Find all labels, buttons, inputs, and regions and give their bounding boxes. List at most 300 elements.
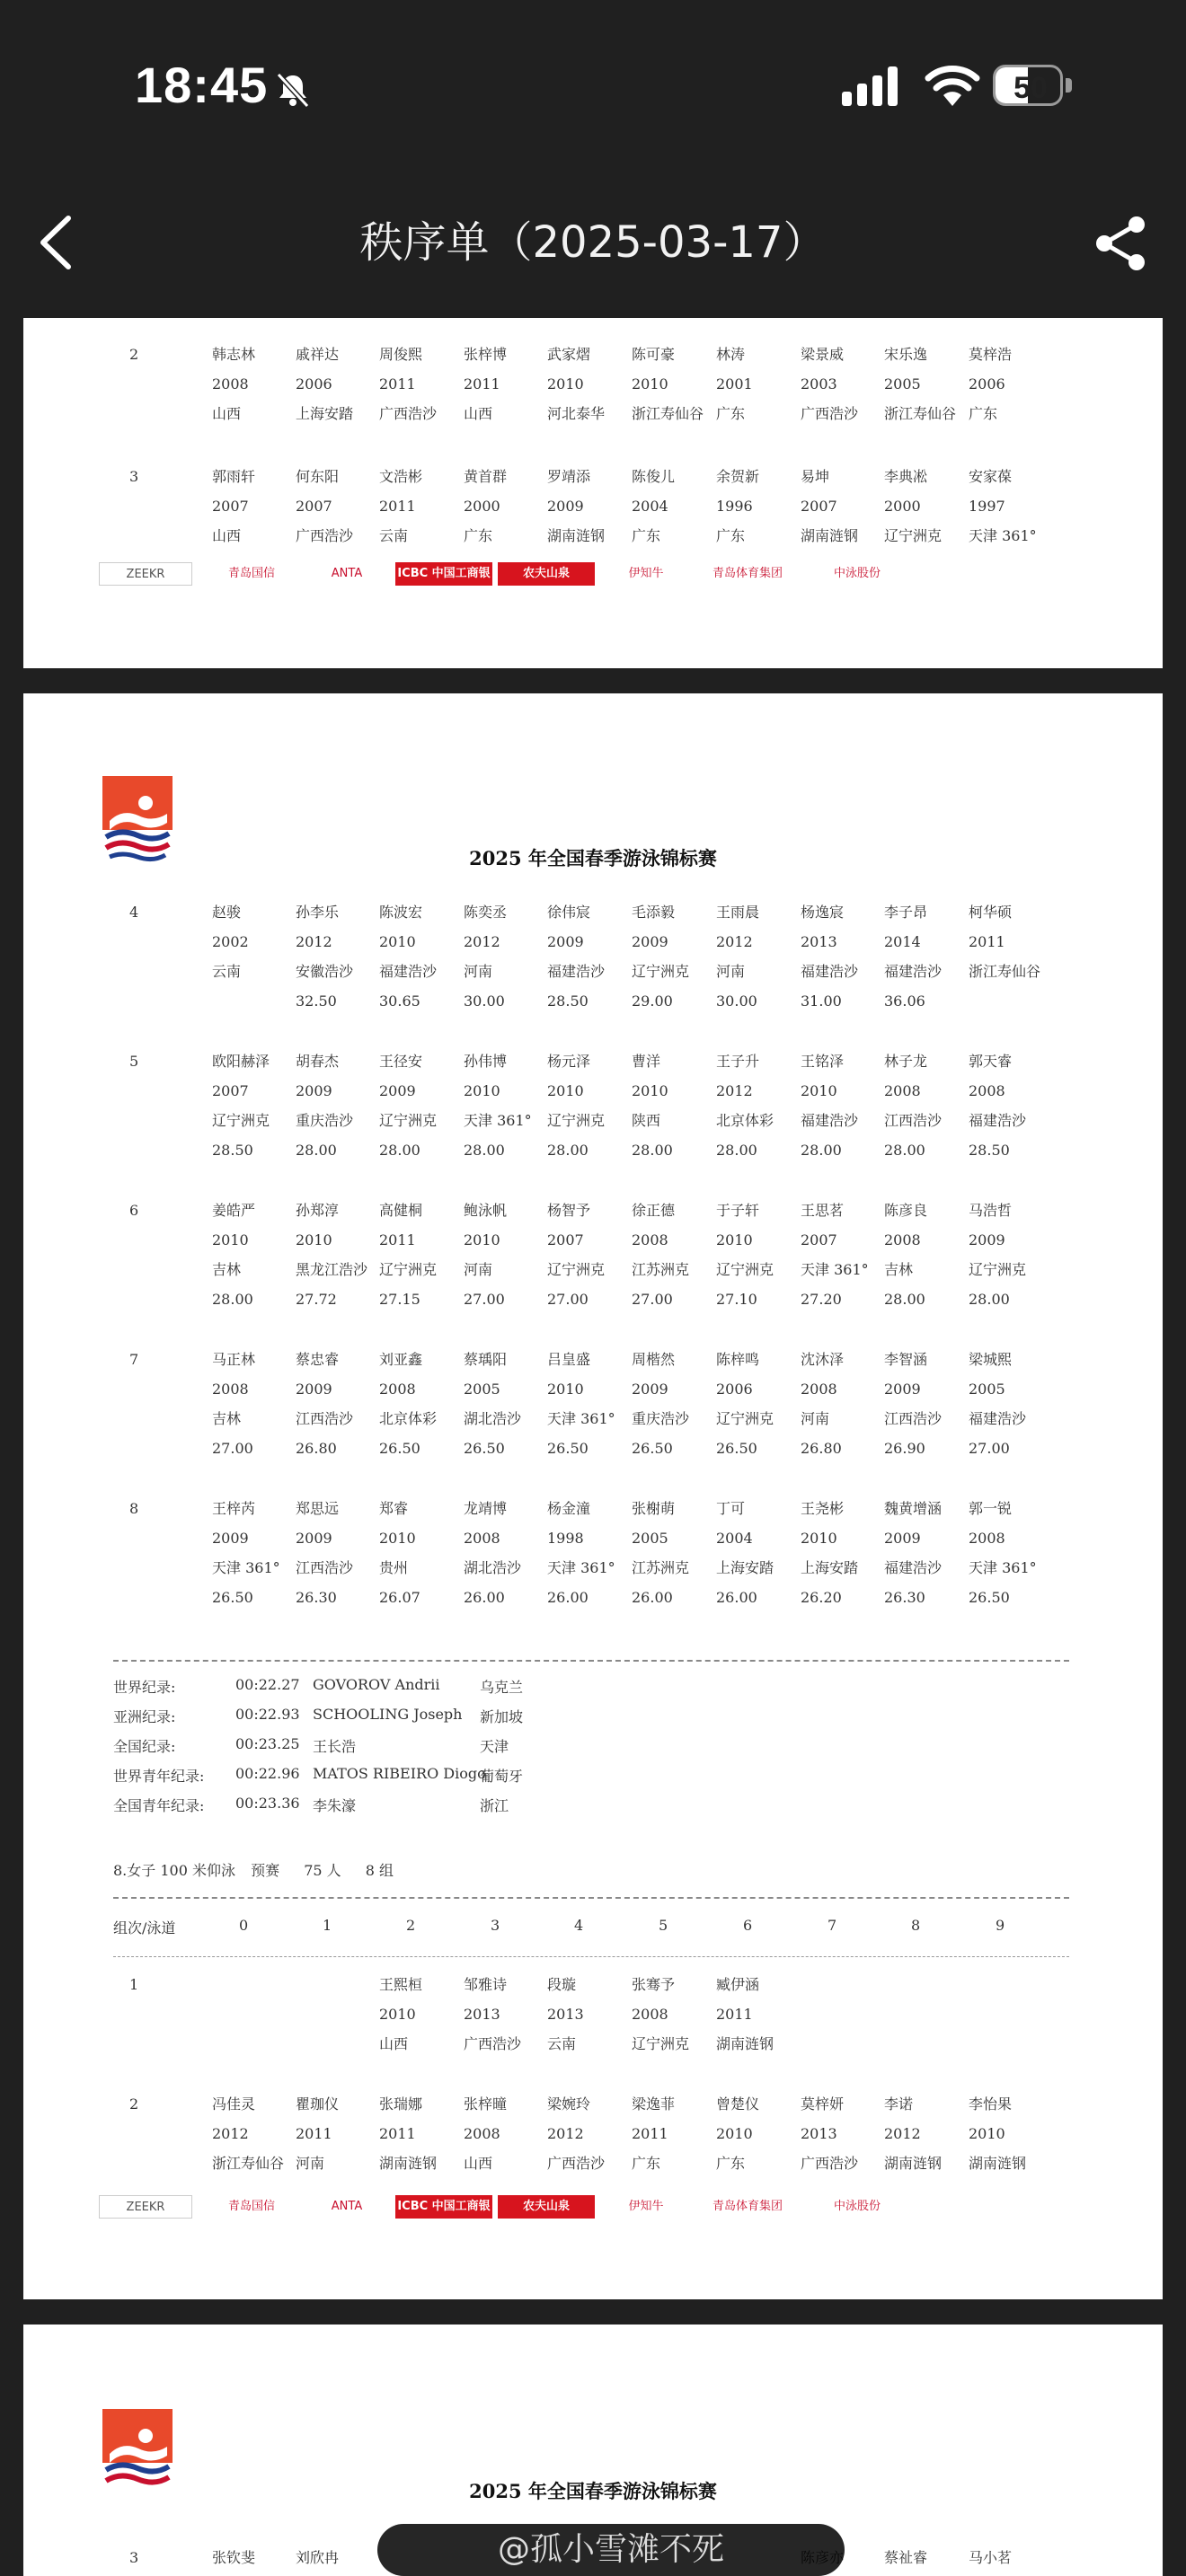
record-time: 00:23.25 xyxy=(235,1735,300,1752)
team-name: 辽宁洲克 xyxy=(716,1261,774,1278)
team-name: 湖南涟钢 xyxy=(884,2155,943,2172)
team-name: 浙江寿仙谷 xyxy=(884,405,957,422)
record-time: 00:22.93 xyxy=(235,1706,300,1723)
birth-year: 2013 xyxy=(464,2006,500,2023)
athlete-name: 刘欣冉 xyxy=(296,2549,340,2566)
entry-time: 27.10 xyxy=(716,1291,757,1308)
record-region: 葡萄牙 xyxy=(480,1768,524,1785)
entry-time: 26.50 xyxy=(379,1440,420,1457)
birth-year: 2012 xyxy=(296,933,332,950)
record-holder: 王长浩 xyxy=(313,1738,357,1755)
sponsor-logo: 中泳股份 xyxy=(833,2200,881,2213)
athlete-name: 张梓曈 xyxy=(464,2095,508,2113)
record-holder: SCHOOLING Joseph xyxy=(313,1706,463,1723)
team-name: 广西浩沙 xyxy=(801,405,859,422)
lane-number: 5 xyxy=(659,1917,668,1934)
sponsor-logo: 青岛国信 xyxy=(227,2200,275,2213)
birth-year: 2011 xyxy=(379,375,416,393)
team-name: 广西浩沙 xyxy=(801,2155,859,2172)
sponsor-logo: ANTA xyxy=(331,567,363,580)
athlete-name: 徐伟宸 xyxy=(547,904,591,921)
entry-time: 28.00 xyxy=(464,1142,505,1159)
athlete-name: 余贺新 xyxy=(716,468,760,485)
athlete-name: 徐正德 xyxy=(632,1202,676,1219)
lane-number: 4 xyxy=(574,1917,584,1934)
athlete-name: 杨金潼 xyxy=(547,1500,591,1517)
athlete-name: 周俊熙 xyxy=(379,346,423,363)
entry-time: 26.80 xyxy=(296,1440,337,1457)
entry-time: 26.20 xyxy=(801,1589,842,1606)
team-name: 湖南涟钢 xyxy=(379,2155,438,2172)
birth-year: 2010 xyxy=(379,933,416,950)
team-name: 广东 xyxy=(716,527,746,544)
entry-time: 32.50 xyxy=(296,992,337,1010)
athlete-name: 王思茗 xyxy=(801,1202,845,1219)
birth-year: 2008 xyxy=(632,1231,668,1248)
athlete-name: 张梓博 xyxy=(464,346,508,363)
team-name: 福建浩沙 xyxy=(547,963,606,980)
athlete-name: 冯佳灵 xyxy=(212,2095,256,2113)
athlete-name: 梁景威 xyxy=(801,346,845,363)
team-name: 福建浩沙 xyxy=(969,1112,1027,1129)
group-number: 7 xyxy=(129,1351,139,1368)
record-region: 浙江 xyxy=(480,1797,509,1814)
team-name: 辽宁洲克 xyxy=(379,1261,438,1278)
entry-time: 26.80 xyxy=(801,1440,842,1457)
athlete-name: 李智涵 xyxy=(884,1351,928,1368)
team-name: 河南 xyxy=(716,963,746,980)
birth-year: 2005 xyxy=(464,1381,500,1398)
entry-time: 26.50 xyxy=(547,1440,589,1457)
entry-time: 26.90 xyxy=(884,1440,925,1457)
team-name: 吉林 xyxy=(212,1261,242,1278)
birth-year: 2011 xyxy=(969,933,1005,950)
team-name: 广西浩沙 xyxy=(379,405,438,422)
wifi-icon xyxy=(924,63,981,108)
birth-year: 2011 xyxy=(379,1231,416,1248)
sponsor-logo: 伊知牛 xyxy=(628,2200,664,2213)
record-label: 全国青年纪录: xyxy=(113,1797,205,1814)
sponsor-logo: 农夫山泉 xyxy=(498,562,595,586)
header-divider-top xyxy=(113,1897,1069,1899)
entry-time: 26.07 xyxy=(379,1589,420,1606)
event-count: 75 人 xyxy=(304,1862,341,1879)
team-name: 吉林 xyxy=(212,1410,242,1427)
entry-time: 28.00 xyxy=(884,1291,925,1308)
record-label: 亚洲纪录: xyxy=(113,1708,176,1725)
athlete-name: 张钦斐 xyxy=(212,2549,256,2566)
birth-year: 2005 xyxy=(632,1530,668,1547)
record-region: 乌克兰 xyxy=(480,1679,524,1696)
team-name: 河南 xyxy=(464,963,493,980)
athlete-name: 欧阳赫泽 xyxy=(212,1053,270,1070)
athlete-name: 杨智予 xyxy=(547,1202,591,1219)
team-name: 浙江寿仙谷 xyxy=(632,405,704,422)
athlete-name: 刘亚鑫 xyxy=(379,1351,423,1368)
athlete-name: 王熙桓 xyxy=(379,1976,423,1993)
birth-year: 2008 xyxy=(801,1381,837,1398)
document-page-1 xyxy=(23,318,1163,668)
athlete-name: 武家熠 xyxy=(547,346,591,363)
record-holder: GOVOROV Andrii xyxy=(313,1676,440,1693)
athlete-name: 王子升 xyxy=(716,1053,760,1070)
athlete-name: 龙靖博 xyxy=(464,1500,508,1517)
team-name: 广西浩沙 xyxy=(547,2155,606,2172)
birth-year: 2008 xyxy=(632,2006,668,2023)
entry-time: 26.50 xyxy=(212,1589,253,1606)
bell-muted-icon xyxy=(273,70,313,110)
entry-time: 26.00 xyxy=(632,1589,673,1606)
athlete-name: 宋乐逸 xyxy=(884,346,928,363)
athlete-name: 王径安 xyxy=(379,1053,423,1070)
sponsor-logo: ICBC 中国工商银行 xyxy=(395,562,492,586)
athlete-name: 林涛 xyxy=(716,346,746,363)
athlete-name: 高健桐 xyxy=(379,1202,423,1219)
record-holder: MATOS RIBEIRO Diogo xyxy=(313,1765,486,1782)
entry-time: 26.30 xyxy=(884,1589,925,1606)
team-name: 山西 xyxy=(379,2035,409,2052)
birth-year: 2008 xyxy=(212,1381,249,1398)
athlete-name: 陈可豪 xyxy=(632,346,676,363)
athlete-name: 安家葆 xyxy=(969,468,1013,485)
sponsor-logo: 农夫山泉 xyxy=(498,2195,595,2219)
athlete-name: 姜皓严 xyxy=(212,1202,256,1219)
status-time: 18:45 xyxy=(135,57,269,113)
entry-time: 26.50 xyxy=(464,1440,505,1457)
athlete-name: 陈奕丞 xyxy=(464,904,508,921)
event-stage: 预赛 xyxy=(251,1862,280,1879)
athlete-name: 丁可 xyxy=(716,1500,746,1517)
entry-time: 28.00 xyxy=(801,1142,842,1159)
birth-year: 2009 xyxy=(884,1381,921,1398)
athlete-name: 陈波宏 xyxy=(379,904,423,921)
birth-year: 2006 xyxy=(969,375,1005,393)
athlete-name: 张骞予 xyxy=(632,1976,676,1993)
birth-year: 2003 xyxy=(801,375,837,393)
birth-year: 2000 xyxy=(464,498,500,515)
athlete-name: 蔡祉睿 xyxy=(884,2549,928,2566)
team-name: 黑龙江浩沙 xyxy=(296,1261,368,1278)
team-name: 湖北浩沙 xyxy=(464,1559,522,1576)
team-name: 天津 361° xyxy=(969,527,1037,544)
birth-year: 2011 xyxy=(296,2125,332,2142)
team-name: 福建浩沙 xyxy=(801,963,859,980)
birth-year: 2009 xyxy=(547,933,584,950)
athlete-name: 梁城熙 xyxy=(969,1351,1013,1368)
birth-year: 2010 xyxy=(212,1231,249,1248)
team-name: 福建浩沙 xyxy=(884,963,943,980)
athlete-name: 周楷然 xyxy=(632,1351,676,1368)
birth-year: 2007 xyxy=(296,498,332,515)
birth-year: 2012 xyxy=(547,2125,584,2142)
sponsor-logo: ANTA xyxy=(331,2200,363,2213)
sponsor-logo: 青岛国信 xyxy=(227,567,275,580)
birth-year: 2006 xyxy=(296,375,332,393)
athlete-name: 张瑞娜 xyxy=(379,2095,423,2113)
battery-indicator xyxy=(993,65,1074,108)
team-name: 湖南涟钢 xyxy=(716,2035,774,2052)
athlete-name: 郭雨轩 xyxy=(212,468,256,485)
team-name: 天津 361° xyxy=(801,1261,869,1278)
entry-time: 30.00 xyxy=(464,992,505,1010)
event-line xyxy=(113,1859,394,1880)
birth-year: 2009 xyxy=(884,1530,921,1547)
team-name: 广东 xyxy=(716,405,746,422)
team-name: 北京体彩 xyxy=(716,1112,774,1129)
entry-time: 28.00 xyxy=(212,1291,253,1308)
birth-year: 2009 xyxy=(632,933,668,950)
birth-year: 2010 xyxy=(632,1082,668,1099)
birth-year: 2010 xyxy=(801,1082,837,1099)
birth-year: 2009 xyxy=(296,1530,332,1547)
athlete-name: 孙李乐 xyxy=(296,904,340,921)
group-number: 5 xyxy=(129,1053,139,1070)
entry-time: 28.00 xyxy=(969,1291,1010,1308)
athlete-name: 郭一锐 xyxy=(969,1500,1013,1517)
sponsor-logo: 青岛体育集团 xyxy=(712,2200,783,2213)
team-name: 江西浩沙 xyxy=(296,1410,354,1427)
athlete-name: 王铭泽 xyxy=(801,1053,845,1070)
birth-year: 2010 xyxy=(296,1231,332,1248)
birth-year: 2009 xyxy=(296,1381,332,1398)
team-name: 福建浩沙 xyxy=(801,1112,859,1129)
battery-tip xyxy=(1066,78,1072,93)
athlete-name: 陈梓鸣 xyxy=(716,1351,760,1368)
entry-time: 28.00 xyxy=(884,1142,925,1159)
team-name: 上海安踏 xyxy=(716,1559,774,1576)
team-name: 浙江寿仙谷 xyxy=(969,963,1041,980)
athlete-name: 段璇 xyxy=(547,1976,577,1993)
group-number: 4 xyxy=(129,904,139,921)
birth-year: 2004 xyxy=(632,498,668,515)
team-name: 湖南涟钢 xyxy=(969,2155,1027,2172)
team-name: 江西浩沙 xyxy=(884,1410,943,1427)
birth-year: 2010 xyxy=(969,2125,1005,2142)
entry-time: 30.00 xyxy=(716,992,757,1010)
team-name: 湖南涟钢 xyxy=(801,527,859,544)
athlete-name: 郭天睿 xyxy=(969,1053,1013,1070)
heat-lane-header-label: 组次/泳道 xyxy=(113,1919,176,1936)
header-divider-bottom xyxy=(113,1956,1069,1957)
entry-time: 28.50 xyxy=(547,992,589,1010)
team-name: 山西 xyxy=(212,527,242,544)
birth-year: 2010 xyxy=(547,1082,584,1099)
birth-year: 2007 xyxy=(212,1082,249,1099)
birth-year: 1996 xyxy=(716,498,753,515)
athlete-name: 张榭萌 xyxy=(632,1500,676,1517)
team-name: 广东 xyxy=(969,405,998,422)
entry-time: 26.00 xyxy=(716,1589,757,1606)
entry-time: 26.50 xyxy=(632,1440,673,1457)
team-name: 河南 xyxy=(296,2155,325,2172)
team-name: 天津 361° xyxy=(464,1112,532,1129)
record-holder: 李朱濠 xyxy=(313,1797,357,1814)
heat-number: 1 xyxy=(129,1976,139,1993)
athlete-name: 毛添毅 xyxy=(632,904,676,921)
athlete-name: 何东阳 xyxy=(296,468,340,485)
athlete-name: 李典凇 xyxy=(884,468,928,485)
birth-year: 2010 xyxy=(464,1082,500,1099)
birth-year: 2009 xyxy=(379,1082,416,1099)
entry-time: 28.00 xyxy=(716,1142,757,1159)
team-name: 云南 xyxy=(547,2035,577,2052)
sponsor-strip xyxy=(99,2193,916,2236)
team-name: 上海安踏 xyxy=(296,405,354,422)
entry-time: 26.50 xyxy=(969,1589,1010,1606)
group-number: 6 xyxy=(129,1202,139,1219)
sponsor-logo: ICBC 中国工商银行 xyxy=(395,2195,492,2219)
team-name: 浙江寿仙谷 xyxy=(212,2155,285,2172)
team-name: 辽宁洲克 xyxy=(212,1112,270,1129)
entry-time: 26.00 xyxy=(547,1589,589,1606)
team-name: 辽宁洲克 xyxy=(969,1261,1027,1278)
athlete-name: 曹洋 xyxy=(632,1053,661,1070)
birth-year: 2011 xyxy=(379,2125,416,2142)
athlete-name: 杨元泽 xyxy=(547,1053,591,1070)
entry-time: 28.00 xyxy=(632,1142,673,1159)
battery-level-text: 50 xyxy=(1013,71,1048,105)
team-name: 上海安踏 xyxy=(801,1559,859,1576)
birth-year: 2009 xyxy=(632,1381,668,1398)
athlete-name: 李子昂 xyxy=(884,904,928,921)
team-name: 辽宁洲克 xyxy=(632,2035,690,2052)
athlete-name: 杨逸宸 xyxy=(801,904,845,921)
team-name: 辽宁洲克 xyxy=(547,1261,606,1278)
team-name: 广东 xyxy=(464,527,493,544)
athlete-name: 王梓芮 xyxy=(212,1500,256,1517)
birth-year: 2008 xyxy=(464,1530,500,1547)
team-name: 贵州 xyxy=(379,1559,409,1576)
birth-year: 2006 xyxy=(716,1381,753,1398)
birth-year: 1998 xyxy=(547,1530,584,1547)
athlete-name: 郑思远 xyxy=(296,1500,340,1517)
birth-year: 2012 xyxy=(212,2125,249,2142)
record-label: 世界青年纪录: xyxy=(113,1768,205,1785)
team-name: 广东 xyxy=(632,527,661,544)
team-name: 重庆浩沙 xyxy=(296,1112,354,1129)
birth-year: 2012 xyxy=(464,933,500,950)
entry-time: 28.00 xyxy=(547,1142,589,1159)
birth-year: 2010 xyxy=(547,375,584,393)
athlete-name: 邹雅诗 xyxy=(464,1976,508,1993)
record-time: 00:23.36 xyxy=(235,1795,300,1812)
birth-year: 2009 xyxy=(296,1082,332,1099)
athlete-name: 郑睿 xyxy=(379,1500,409,1517)
entry-time: 27.20 xyxy=(801,1291,842,1308)
team-name: 辽宁洲克 xyxy=(632,963,690,980)
entry-time: 27.00 xyxy=(632,1291,673,1308)
entry-time: 31.00 xyxy=(801,992,842,1010)
team-name: 广东 xyxy=(632,2155,661,2172)
birth-year: 2011 xyxy=(632,2125,668,2142)
nav-title: 秩序单（2025-03-17） xyxy=(359,217,827,268)
athlete-name: 戚祥达 xyxy=(296,346,340,363)
document-title: 2025 年全国春季游泳锦标赛 xyxy=(469,847,717,869)
birth-year: 2002 xyxy=(212,933,249,950)
birth-year: 2008 xyxy=(379,1381,416,1398)
athlete-name: 李怡果 xyxy=(969,2095,1013,2113)
lane-number: 0 xyxy=(239,1917,249,1934)
team-name: 河南 xyxy=(801,1410,830,1427)
athlete-name: 孙伟博 xyxy=(464,1053,508,1070)
lane-number: 3 xyxy=(491,1917,500,1934)
birth-year: 2008 xyxy=(969,1082,1005,1099)
birth-year: 2013 xyxy=(547,2006,584,2023)
lane-number: 6 xyxy=(743,1917,753,1934)
athlete-name: 易坤 xyxy=(801,468,830,485)
document-page-2 xyxy=(23,693,1163,2299)
team-name: 云南 xyxy=(379,527,409,544)
birth-year: 2007 xyxy=(801,498,837,515)
birth-year: 2007 xyxy=(547,1231,584,1248)
athlete-name: 于子轩 xyxy=(716,1202,760,1219)
team-name: 湖南涟钢 xyxy=(547,527,606,544)
team-name: 天津 361° xyxy=(969,1559,1037,1576)
entry-time: 27.00 xyxy=(212,1440,253,1457)
section-divider xyxy=(113,1660,1069,1662)
lane-number: 8 xyxy=(911,1917,921,1934)
birth-year: 2010 xyxy=(632,375,668,393)
team-name: 福建浩沙 xyxy=(969,1410,1027,1427)
group-number: 3 xyxy=(129,2549,139,2566)
sponsor-logo: ZEEKR xyxy=(99,2195,192,2219)
athlete-name: 蔡瑀阳 xyxy=(464,1351,508,1368)
birth-year: 2009 xyxy=(547,498,584,515)
athlete-name: 柯华硕 xyxy=(969,904,1013,921)
entry-time: 36.06 xyxy=(884,992,925,1010)
birth-year: 2011 xyxy=(379,498,416,515)
team-name: 广西浩沙 xyxy=(296,527,354,544)
team-name: 辽宁洲克 xyxy=(716,1410,774,1427)
lane-number: 2 xyxy=(406,1917,416,1934)
birth-year: 2010 xyxy=(464,1231,500,1248)
team-name: 山西 xyxy=(212,405,242,422)
sponsor-strip xyxy=(99,560,916,604)
entry-time: 30.65 xyxy=(379,992,420,1010)
birth-year: 2010 xyxy=(801,1530,837,1547)
athlete-name: 黄首群 xyxy=(464,468,508,485)
athlete-name: 曾楚仪 xyxy=(716,2095,760,2113)
team-name: 福建浩沙 xyxy=(884,1559,943,1576)
sponsor-logo: ZEEKR xyxy=(99,562,192,586)
athlete-name: 吕皇盛 xyxy=(547,1351,591,1368)
entry-time: 29.00 xyxy=(632,992,673,1010)
back-arrow-icon[interactable] xyxy=(34,211,79,274)
lane-number: 7 xyxy=(828,1917,837,1934)
birth-year: 2008 xyxy=(464,2125,500,2142)
team-name: 陕西 xyxy=(632,1112,661,1129)
team-name: 辽宁洲克 xyxy=(379,1112,438,1129)
birth-year: 2011 xyxy=(464,375,500,393)
group-number: 2 xyxy=(129,346,139,363)
team-name: 江苏洲克 xyxy=(632,1559,690,1576)
team-name: 福建浩沙 xyxy=(379,963,438,980)
record-label: 全国纪录: xyxy=(113,1738,176,1755)
record-label: 世界纪录: xyxy=(113,1679,176,1696)
birth-year: 2007 xyxy=(212,498,249,515)
share-icon[interactable] xyxy=(1092,212,1151,275)
team-name: 山西 xyxy=(464,2155,493,2172)
team-name: 江西浩沙 xyxy=(884,1112,943,1129)
team-name: 天津 361° xyxy=(547,1410,615,1427)
birth-year: 2007 xyxy=(801,1231,837,1248)
athlete-name: 马小茗 xyxy=(969,2549,1013,2566)
athlete-name: 罗靖添 xyxy=(547,468,591,485)
entry-time: 27.00 xyxy=(464,1291,505,1308)
group-number: 8 xyxy=(129,1500,139,1517)
team-name: 辽宁洲克 xyxy=(884,527,943,544)
athlete-name: 臧伊涵 xyxy=(716,1976,760,1993)
